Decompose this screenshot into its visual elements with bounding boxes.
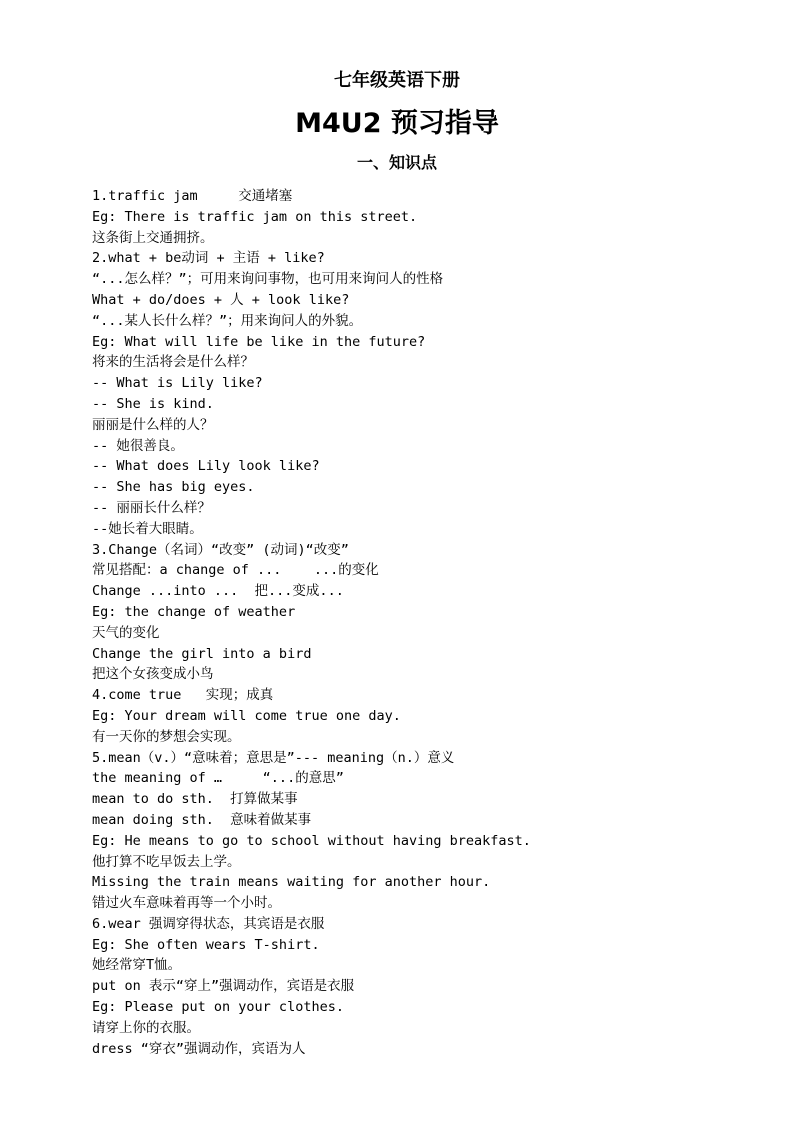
text-line: 将来的生活将会是什么样？ [92,354,254,371]
text-line: 常见搭配：a change of ... ...的变化 [92,562,379,579]
text-line: -- She is kind. [92,395,214,412]
text-line: 丽丽是什么样的人？ [92,416,214,433]
text-line: 6.wear 强调穿得状态，其宾语是衣服 [92,915,325,932]
text-line: Eg: Your dream will come true one day. [92,707,401,724]
text-line: 请穿上你的衣服。 [92,1019,200,1036]
section-title: 一、知识点 [356,153,437,172]
text-line: “...怎么样？”；可用来询问事物，也可用来询问人的性格 [92,271,444,288]
text-line: 3.Change（名词）“改变” (动词)“改变” [92,541,349,558]
main-title: M4U2 预习指导 [295,108,499,139]
text-line: mean to do sth. 打算做某事 [92,791,298,808]
text-line: dress “穿衣”强调动作，宾语为人 [92,1040,306,1057]
text-line: “...某人长什么样？”；用来询问人的外貌。 [92,312,363,329]
text-line: -- What does Lily look like? [92,458,320,475]
grade-title: 七年级英语下册 [334,70,460,91]
text-line: -- 丽丽长什么样？ [92,499,211,516]
text-line: --她长着大眼睛。 [92,520,203,537]
text-line: -- 她很善良。 [92,437,184,454]
text-line: -- She has big eyes. [92,479,255,496]
text-line: Change ...into ... 把...变成... [92,583,344,600]
text-line: mean doing sth. 意味着做某事 [92,811,312,828]
text-line: Eg: She often wears T-shirt. [92,936,320,953]
content-body [92,186,772,1059]
text-line: 2.what + be动词 + 主语 + like? [92,250,325,267]
text-line: What + do/does + 人 + look like? [92,291,350,308]
text-line: 有一天你的梦想会实现。 [92,728,241,745]
text-line: 错过火车意味着再等一个小时。 [92,895,281,912]
text-line: Eg: What will life be like in the future? [92,333,426,350]
text-line: Eg: He means to go to school without having breakfast. [92,832,531,849]
text-line: 她经常穿T恤。 [92,957,182,974]
text-line: 4.come true 实现；成真 [92,687,274,704]
text-line: Change the girl into a bird [92,645,312,662]
text-line: 5.mean（v.）“意味着；意思是”--- meaning（n.）意义 [92,749,455,766]
text-line: Eg: There is traffic jam on this street. [92,208,418,225]
text-line: Eg: Please put on your clothes. [92,999,344,1016]
text-line: -- What is Lily like? [92,375,263,392]
text-line: Eg: the change of weather [92,603,296,620]
text-line: 把这个女孩变成小鸟 [92,666,214,683]
text-line: 这条街上交通拥挤。 [92,229,214,246]
text-line: 1.traffic jam 交通堵塞 [92,188,293,204]
text-line: the meaning of … “...的意思” [92,770,344,787]
text-line: Missing the train means waiting for another hour. [92,874,491,891]
text-line: 他打算不吃早饭去上学。 [92,853,241,870]
text-line: 天气的变化 [92,624,160,641]
text-line: put on 表示“穿上”强调动作，宾语是衣服 [92,978,355,995]
